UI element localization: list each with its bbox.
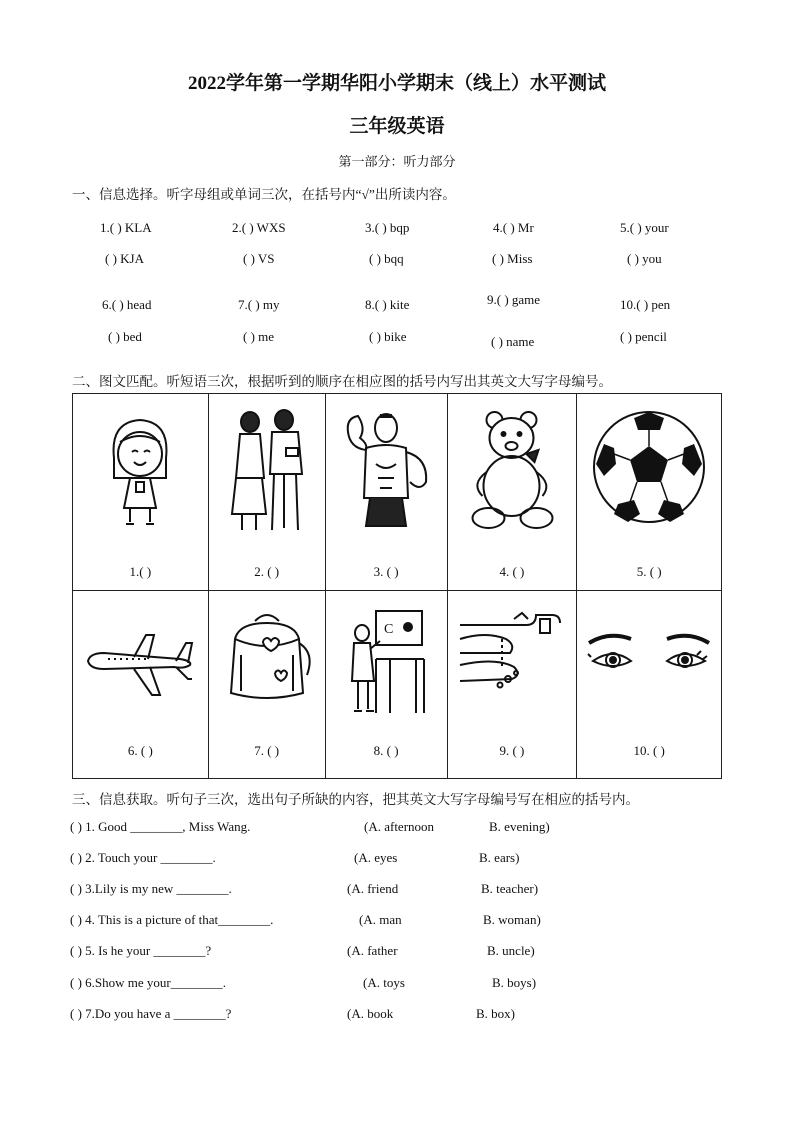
football-icon [590,408,708,526]
question-2-option-b: B. ears) [479,850,520,865]
page-subtitle: 三年级英语 [349,116,445,137]
question-7-option-b: B. box) [476,1006,515,1021]
choice-8b: ( ) bike [369,329,407,344]
picture-cell-5 [577,394,722,591]
teddy-bear-icon [464,408,559,533]
teacher-icon [346,609,426,717]
picture-label-10: 10. ( ) [633,743,665,758]
question-4-option-b: B. woman) [483,912,541,927]
svg-text:C: C [384,622,394,637]
question-6 [70,975,537,991]
school-bag-icon [219,609,315,703]
picture-cell-1 [73,394,209,591]
section1-instruction: 一、信息选择。听字母组或单词三次，在括号内“√”出所读内容。 [72,187,456,202]
section3-instruction: 三、信息获取。听句子三次，选出句子所缺的内容，把其英文大写字母编号写在相应的括号内。 [72,792,639,807]
question-1-text: ( ) 1. Good ________, Miss Wang. [70,819,251,834]
picture-label-4: 4. ( ) [499,564,525,579]
picture-label-5: 5. ( ) [636,564,662,579]
question-1-option-b: B. evening) [489,819,550,834]
choice-5b: ( ) you [627,251,662,266]
picture-cell-6 [73,591,209,779]
picture-label-8: 8. ( ) [373,743,399,758]
picture-grid [72,393,722,779]
picture-cell-10 [577,591,722,779]
question-3-option-a: (A. friend [347,881,399,896]
question-3-text: ( ) 3.Lily is my new ________. [70,881,232,896]
picture-label-3: 3. ( ) [373,564,399,579]
question-7-text: ( ) 7.Do you have a ________? [70,1006,232,1021]
question-1-option-a: (A. afternoon [364,819,435,834]
picture-cell-4 [447,394,577,591]
question-5-text: ( ) 5. Is he your ________? [70,943,212,958]
washing-hands-icon [456,609,568,695]
question-3 [70,881,539,897]
eyes-icon [585,631,713,681]
choice-7b: ( ) me [243,329,275,344]
picture-label-9: 9. ( ) [499,743,525,758]
choice-8a: 8.( ) kite [365,297,410,312]
question-7-option-a: (A. book [347,1006,394,1021]
question-3-option-b: B. teacher) [481,881,539,896]
choice-10b: ( ) pencil [620,329,667,344]
section2-instruction: 二、图文匹配。听短语三次，根据听到的顺序在相应图的括号内写出其英文大写字母编号。 [72,374,612,389]
choice-3a: 3.( ) bqp [365,220,410,235]
choice-4a: 4.( ) Mr [493,220,534,235]
question-5-option-b: B. uncle) [487,943,535,958]
airplane-icon [84,629,196,699]
choice-5a: 5.( ) your [620,220,669,235]
strongman-icon [336,408,436,533]
choice-10a: 10.( ) pen [620,297,671,312]
picture-cell-8 [325,591,447,779]
choice-6b: ( ) bed [108,329,142,344]
choice-2b: ( ) VS [243,251,275,266]
choice-4b: ( ) Miss [492,251,533,266]
choice-6a: 6.( ) head [102,297,152,312]
question-4-option-a: (A. man [359,912,402,927]
picture-cell-3 [325,394,447,591]
question-5-option-a: (A. father [347,943,398,958]
girl-icon [100,408,180,533]
choice-9b: ( ) name [491,334,535,349]
picture-cell-7 [208,591,325,779]
choice-9a: 9.( ) game [487,292,541,307]
question-6-option-b: B. boys) [492,975,537,990]
question-2-text: ( ) 2. Touch your ________. [70,850,216,865]
choice-7a: 7.( ) my [238,297,280,312]
picture-label-7: 7. ( ) [254,743,280,758]
question-7 [70,1006,515,1022]
question-6-text: ( ) 6.Show me your________. [70,975,226,990]
question-2-option-a: (A. eyes [354,850,398,865]
choice-2a: 2.( ) WXS [232,220,286,235]
picture-label-6: 6. ( ) [127,743,153,758]
couple-icon [222,408,312,536]
picture-cell-2 [208,394,325,591]
question-1 [70,819,550,835]
part-heading: 第一部分：听力部分 [338,154,456,169]
picture-label-1: 1.( ) [129,564,152,579]
picture-cell-9 [447,591,577,779]
picture-label-2: 2. ( ) [254,564,280,579]
question-4 [70,912,541,928]
question-4-text: ( ) 4. This is a picture of that________. [70,912,274,927]
choice-1b: ( ) KJA [105,251,144,266]
choice-1a: 1.( ) KLA [100,220,152,235]
question-6-option-a: (A. toys [363,975,405,990]
question-2 [70,850,520,866]
page-title: 2022学年第一学期华阳小学期末（线上）水平测试 [187,73,606,94]
choice-3b: ( ) bqq [369,251,404,266]
question-5 [70,943,535,959]
